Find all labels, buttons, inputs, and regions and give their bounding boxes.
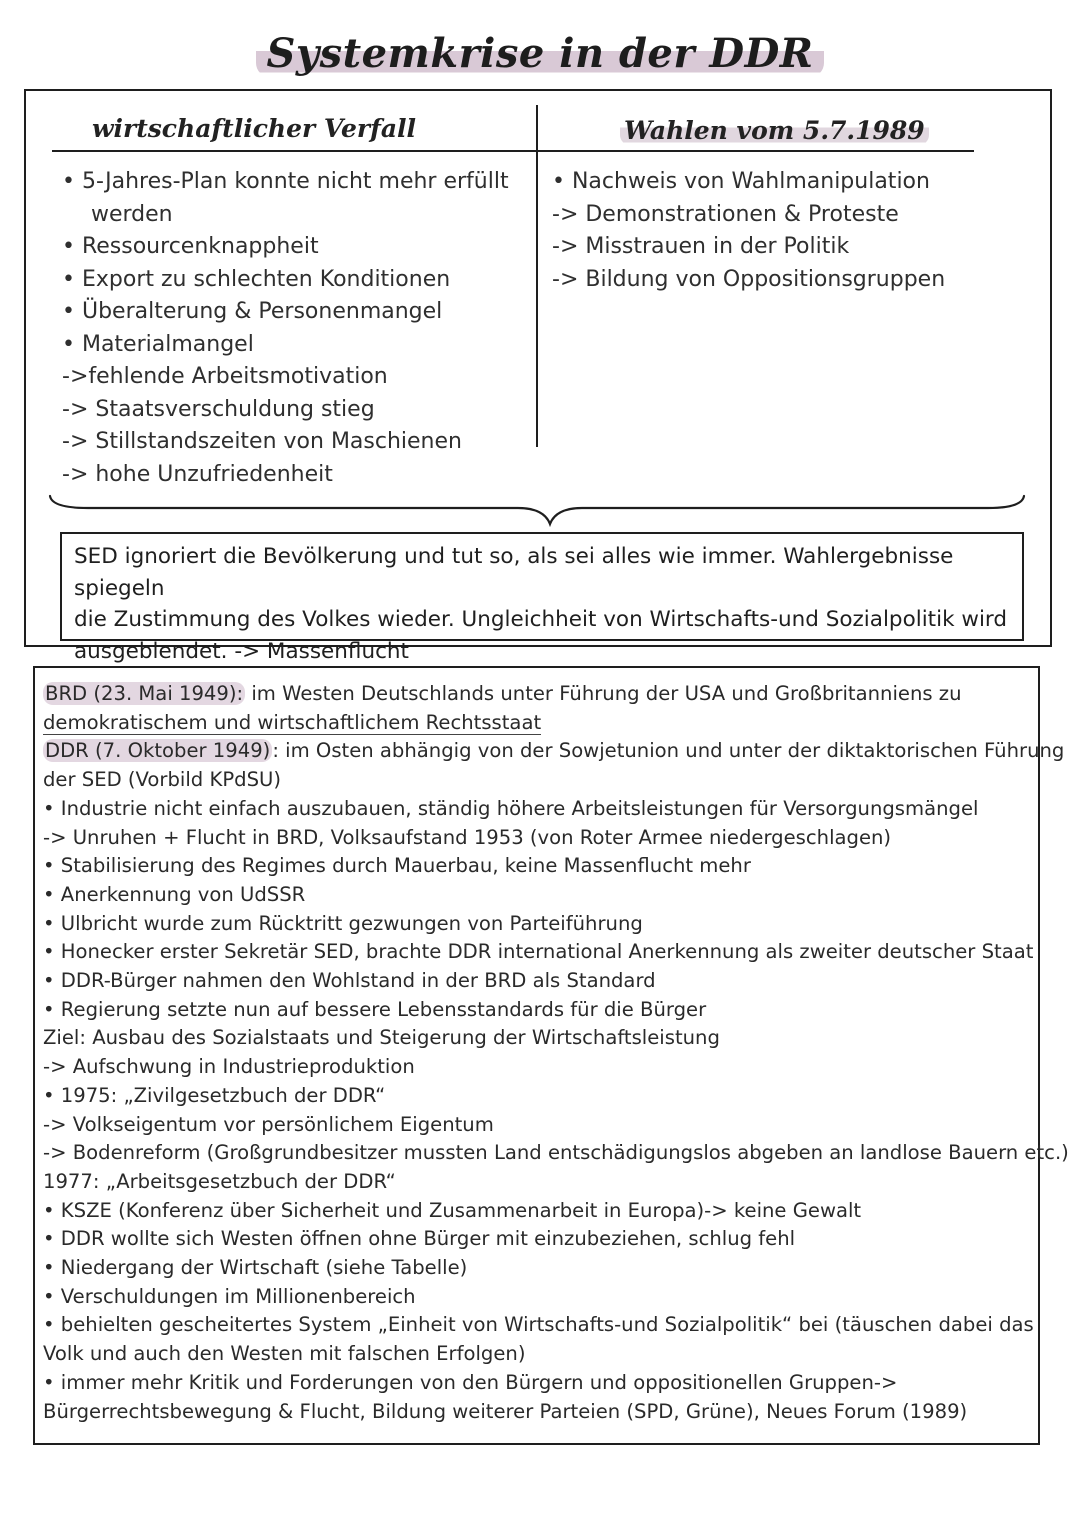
heading-elections: Wahlen vom 5.7.1989 xyxy=(620,116,929,145)
list-item: -> Stillstandszeiten von Maschienen xyxy=(62,429,462,454)
history-line: • behielten gescheitertes System „Einheit von Wirtschafts-und Sozialpolitik“ bei (täuschen dabei das xyxy=(43,1313,1034,1337)
history-line: Bürgerrechtsbewegung & Flucht, Bildung weiterer Parteien (SPD, Grüne), Neues Forum (1989) xyxy=(43,1399,968,1423)
ddr-label: DDR (7. Oktober 1949) xyxy=(45,739,271,763)
page-title: Systemkrise in der DDR xyxy=(0,30,1080,77)
list-item: -> Bildung von Oppositionsgruppen xyxy=(552,266,946,292)
curly-brace xyxy=(48,494,1026,530)
history-line: • immer mehr Kritik und Forderungen von den Bürgern und oppositionellen Gruppen-> xyxy=(43,1370,898,1394)
summary-line: die Zustimmung des Volkes wieder. Ungleichheit von Wirtschafts-und Sozialpolitik wird xyxy=(74,607,1008,632)
list-item: • Ressourcenknappheit xyxy=(62,234,319,259)
history-line: • DDR wollte sich Westen öffnen ohne Bürger mit einzubeziehen, schlug fehl xyxy=(43,1227,796,1251)
history-line: • Regierung setzte nun auf bessere Lebensstandards für die Bürger xyxy=(43,997,707,1021)
history-line: Volk und auch den Westen mit falschen Erfolgen) xyxy=(43,1342,526,1366)
column-divider xyxy=(536,105,538,447)
history-line: • Industrie nicht einfach auszubauen, ständig höhere Arbeitsleistungen für Versorgungsmängel xyxy=(43,796,979,820)
brd-line xyxy=(43,680,1033,709)
list-item: -> Misstrauen in der Politik xyxy=(552,234,850,259)
list-item: -> Demonstrationen & Proteste xyxy=(552,201,899,227)
history-line: Ziel: Ausbau des Sozialstaats und Steigerung der Wirtschaftsleistung xyxy=(43,1026,720,1050)
history-line: • Ulbricht wurde zum Rücktritt gezwungen von Parteiführung xyxy=(43,911,643,935)
history-line: • Niedergang der Wirtschaft (siehe Tabelle) xyxy=(43,1256,468,1280)
list-item: • Materialmangel xyxy=(62,331,254,357)
history-line: -> Volkseigentum vor persönlichem Eigentum xyxy=(43,1112,494,1136)
elections-list xyxy=(552,166,945,296)
list-item: -> Staatsverschuldung stieg xyxy=(62,396,375,422)
list-item: • Nachweis von Wahlmanipulation xyxy=(552,169,930,194)
brd-text-2: demokratischem und wirtschaftlichem Rechtsstaat xyxy=(43,710,542,734)
history-line: • DDR-Bürger nahmen den Wohlstand in der BRD als Standard xyxy=(43,969,656,993)
history-line: • Stabilisierung des Regimes durch Mauerbau, keine Massenflucht mehr xyxy=(43,854,751,878)
history-line: • Anerkennung von UdSSR xyxy=(43,882,306,906)
heading-economic-decline: wirtschaftlicher Verfall xyxy=(92,114,417,143)
history-line: • Honecker erster Sekretär SED, brachte DDR international Anerkennung als zweiter deutscher Staat xyxy=(43,940,1034,964)
brd-label: BRD (23. Mai 1949): xyxy=(45,682,244,705)
summary-line: SED ignoriert die Bevölkerung und tut so, als sei alles wie immer. Wahlergebnisse spiegeln xyxy=(74,544,954,601)
history-line: -> Bodenreform (Großgrundbesitzer mussten Land entschädigungslos abgeben an landlose Bauern etc.) xyxy=(43,1141,1069,1165)
history-line: • 1975: „Zivilgesetzbuch der DDR“ xyxy=(43,1083,386,1107)
list-item: -> hohe Unzufriedenheit xyxy=(62,461,333,487)
list-item: • Export zu schlechten Konditionen xyxy=(62,266,451,292)
history-line: der SED (Vorbild KPdSU) xyxy=(43,768,281,792)
list-item: • 5-Jahres-Plan konnte nicht mehr erfüllt xyxy=(62,169,509,194)
history-line: -> Unruhen + Flucht in BRD, Volksaufstand 1953 (von Roter Armee niedergeschlagen) xyxy=(43,825,892,849)
history-line: -> Aufschwung in Industrieproduktion xyxy=(43,1055,415,1079)
economic-decline-list xyxy=(62,166,509,491)
history-line: • Verschuldungen im Millionenbereich xyxy=(43,1284,416,1308)
ddr-text: : im Osten abhängig von der Sowjetunion und unter der diktaktorischen Führung xyxy=(272,739,1065,763)
list-item: werden xyxy=(91,201,173,227)
brd-line-2 xyxy=(43,709,1033,738)
ddr-line xyxy=(43,737,1065,766)
list-item: ->fehlende Arbeitsmotivation xyxy=(62,364,388,389)
list-item: • Überalterung & Personenmangel xyxy=(62,299,443,324)
heading-underline-left xyxy=(52,150,536,152)
history-line: 1977: „Arbeitsgesetzbuch der DDR“ xyxy=(43,1169,396,1193)
summary-line: ausgeblendet. -> Massenflucht xyxy=(74,638,409,664)
history-line: • KSZE (Konferenz über Sicherheit und Zusammenarbeit in Europa)-> keine Gewalt xyxy=(43,1198,862,1222)
heading-underline-right xyxy=(538,150,974,152)
summary-box xyxy=(60,532,1024,664)
brd-text: im Westen Deutschlands unter Führung der USA und Großbritanniens zu xyxy=(245,682,962,705)
history-text xyxy=(43,680,1069,1426)
